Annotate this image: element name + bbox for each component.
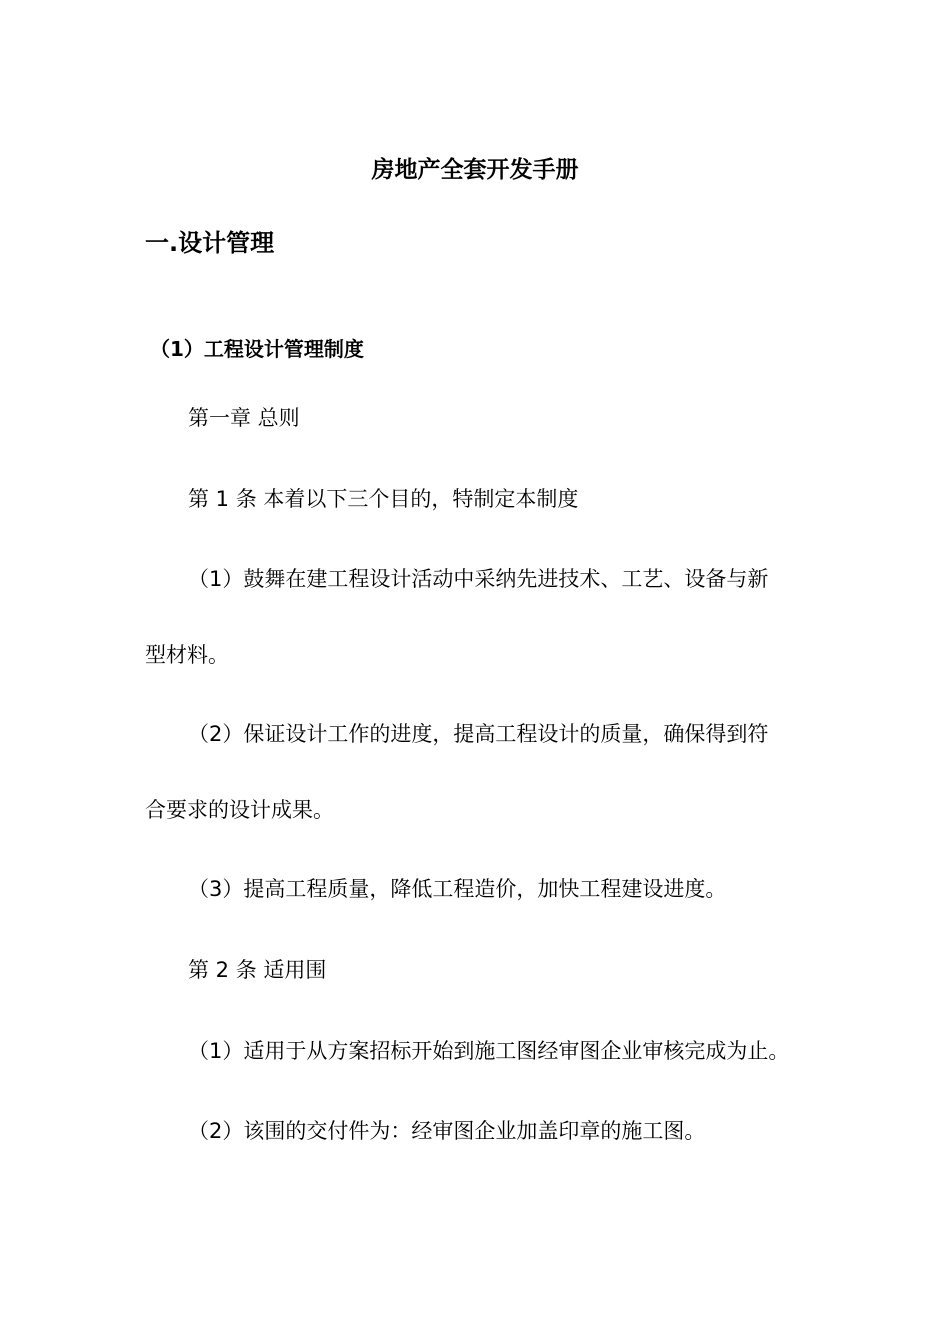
article-1-item-1-line-1: （1）鼓舞在建工程设计活动中采纳先进技术、工艺、设备与新 [188,567,769,591]
subsection-heading: （1）工程设计管理制度 [150,337,364,361]
article-1-item-2-line-2: 合要求的设计成果。 [145,798,334,822]
article-1-heading: 第 1 条 本着以下三个目的，特制定本制度 [188,487,579,511]
article-1-item-2-line-1: （2）保证设计工作的进度，提高工程设计的质量，确保得到符 [188,722,769,746]
article-1-item-1-line-2: 型材料。 [145,643,229,667]
article-2-item-2: （2）该围的交付件为：经审图企业加盖印章的施工图。 [188,1119,706,1143]
article-2-heading: 第 2 条 适用围 [188,958,327,982]
chapter-heading: 第一章 总则 [188,406,300,430]
section-heading: 一.设计管理 [145,229,275,257]
article-2-item-1: （1）适用于从方案招标开始到施工图经审图企业审核完成为止。 [188,1039,790,1063]
article-1-item-3: （3）提高工程质量，降低工程造价，加快工程建设进度。 [188,877,727,901]
document-title: 房地产全套开发手册 [371,157,579,183]
